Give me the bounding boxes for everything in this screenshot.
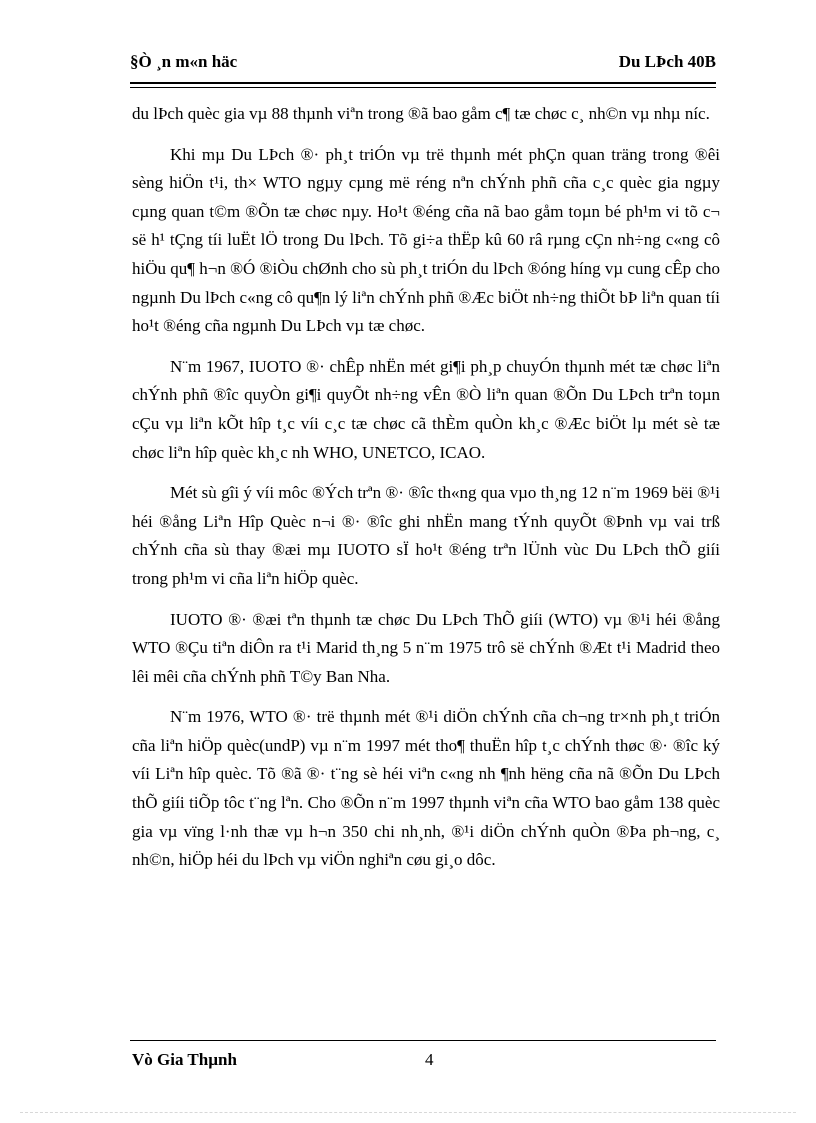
paragraph: IUOTO ®· ®æi tªn thµnh tæ chøc Du LÞch ThÕ giíi (WTO) vµ ®¹i héi ®ång WTO ®Çu tiªn diÔn ra t¹i Marid th¸ng 5 n¨m 1975 trô së chÝnh ®Æt t¹i Madrid theo lêi mêi cña chÝnh phñ T©y Ban Nha. (132, 609, 720, 686)
paragraph: N¨m 1976, WTO ®· trë thµnh mét ®¹i diÖn chÝnh cña ch¬ng tr×nh ph¸t triÓn cña liªn hiÖp quèc(undP) vµ n¨m 1997 mét tho¶ thuËn hîp t¸c chÝnh thøc ®· ®îc ký víi Liªn hîp quèc. Tõ ®ã ®· t¨ng sè héi viªn c«ng nh ¶nh hëng cña nã ®Õn Du LÞch thÕ giíi tiÕp tôc t¨ng lªn. Cho ®Õn n¨m 1997 thµnh viªn cña WTO bao gåm 138 quèc gia vµ vïng l·nh thæ vµ h¬n 350 chi nh¸nh, ®¹i diÖn chÝnh quÒn ®Þa ph¬ng, c¸ nh©n, hiÖp héi du lÞch vµ viÖn nghiªn cøu gi¸o dôc. (132, 707, 720, 870)
page-edge-divider (20, 1112, 796, 1113)
paragraph: Mét sù gîi ý víi môc ®Ých trªn ®· ®îc th«ng qua vµo th¸ng 12 n¨m 1969 bëi ®¹i héi ®ång Liªn Hîp Quèc n¬i ®· ®îc ghi nhËn mang tÝnh quyÕt ®Þnh vµ vai trß chÝnh cña sù thay ®æi mµ IUOTO sÏ ho¹t ®éng trªn lÜnh vùc Du LÞch thÕ giíi trong ph¹m vi cña liªn hiÖp quèc. (132, 483, 720, 588)
paragraph: du lÞch quèc gia vµ 88 thµnh viªn trong ®ã bao gåm c¶ tæ chøc c¸ nh©n vµ nhµ níc. (132, 104, 710, 123)
header-class-name: Du LÞch 40B (618, 52, 716, 71)
page-number: 4 (425, 1050, 434, 1069)
paragraph: N¨m 1967, IUOTO ®· chÊp nhËn mét gi¶i ph¸p chuyÓn thµnh mét tæ chøc liªn chÝnh phñ ®îc quyÒn gi¶i quyÕt nh÷ng vÊn ®Ò liªn quan ®Õn Du LÞch trªn toµn cÇu vµ liªn kÕt hîp t¸c víi c¸c tæ chøc cã thÈm quÒn kh¸c ®Æc biÖt lµ mét sè tæ chøc liªn hîp quèc kh¸c nh WHO, UNETCO, ICAO. (132, 356, 720, 462)
footer-rule (130, 1040, 716, 1041)
header-course-title: §Ò ¸n m«n häc (130, 52, 238, 71)
document-body (132, 100, 720, 887)
paragraph: Khi mµ Du LÞch ®· ph¸t triÓn vµ trë thµnh mét phÇn quan träng trong ®êi sèng hiÖn t¹i, th× WTO ngµy cµng më réng nªn chÝnh phñ cña c¸c quèc gia ngµy cµng quan t©m ®Õn tæ chøc nµy. Ho¹t ®éng cña nã bao gåm toµn bé ph¹m vi tõ c¬ së h¹ tÇng tíi luËt lÖ trong Du lÞch. Tõ gi÷a thËp kû 60 râ rµng cÇn nh÷ng c«ng cô hiÖu qu¶ h¬n ®Ó ®iÒu chØnh cho sù ph¸t triÓn du lÞch ®óng híng vµ cung cÊp cho ngµnh Du lÞch c«ng cô qu¶n lý liªn chÝnh phñ ®Æc biÖt nh÷ng thiÕt bÞ liªn quan tíi ho¹t ®éng cña ngµnh Du LÞch vµ tæ chøc. (132, 144, 720, 336)
page-header (130, 52, 716, 80)
header-double-rule (130, 82, 716, 88)
footer-author: Vò Gia Thµnh (132, 1050, 237, 1069)
